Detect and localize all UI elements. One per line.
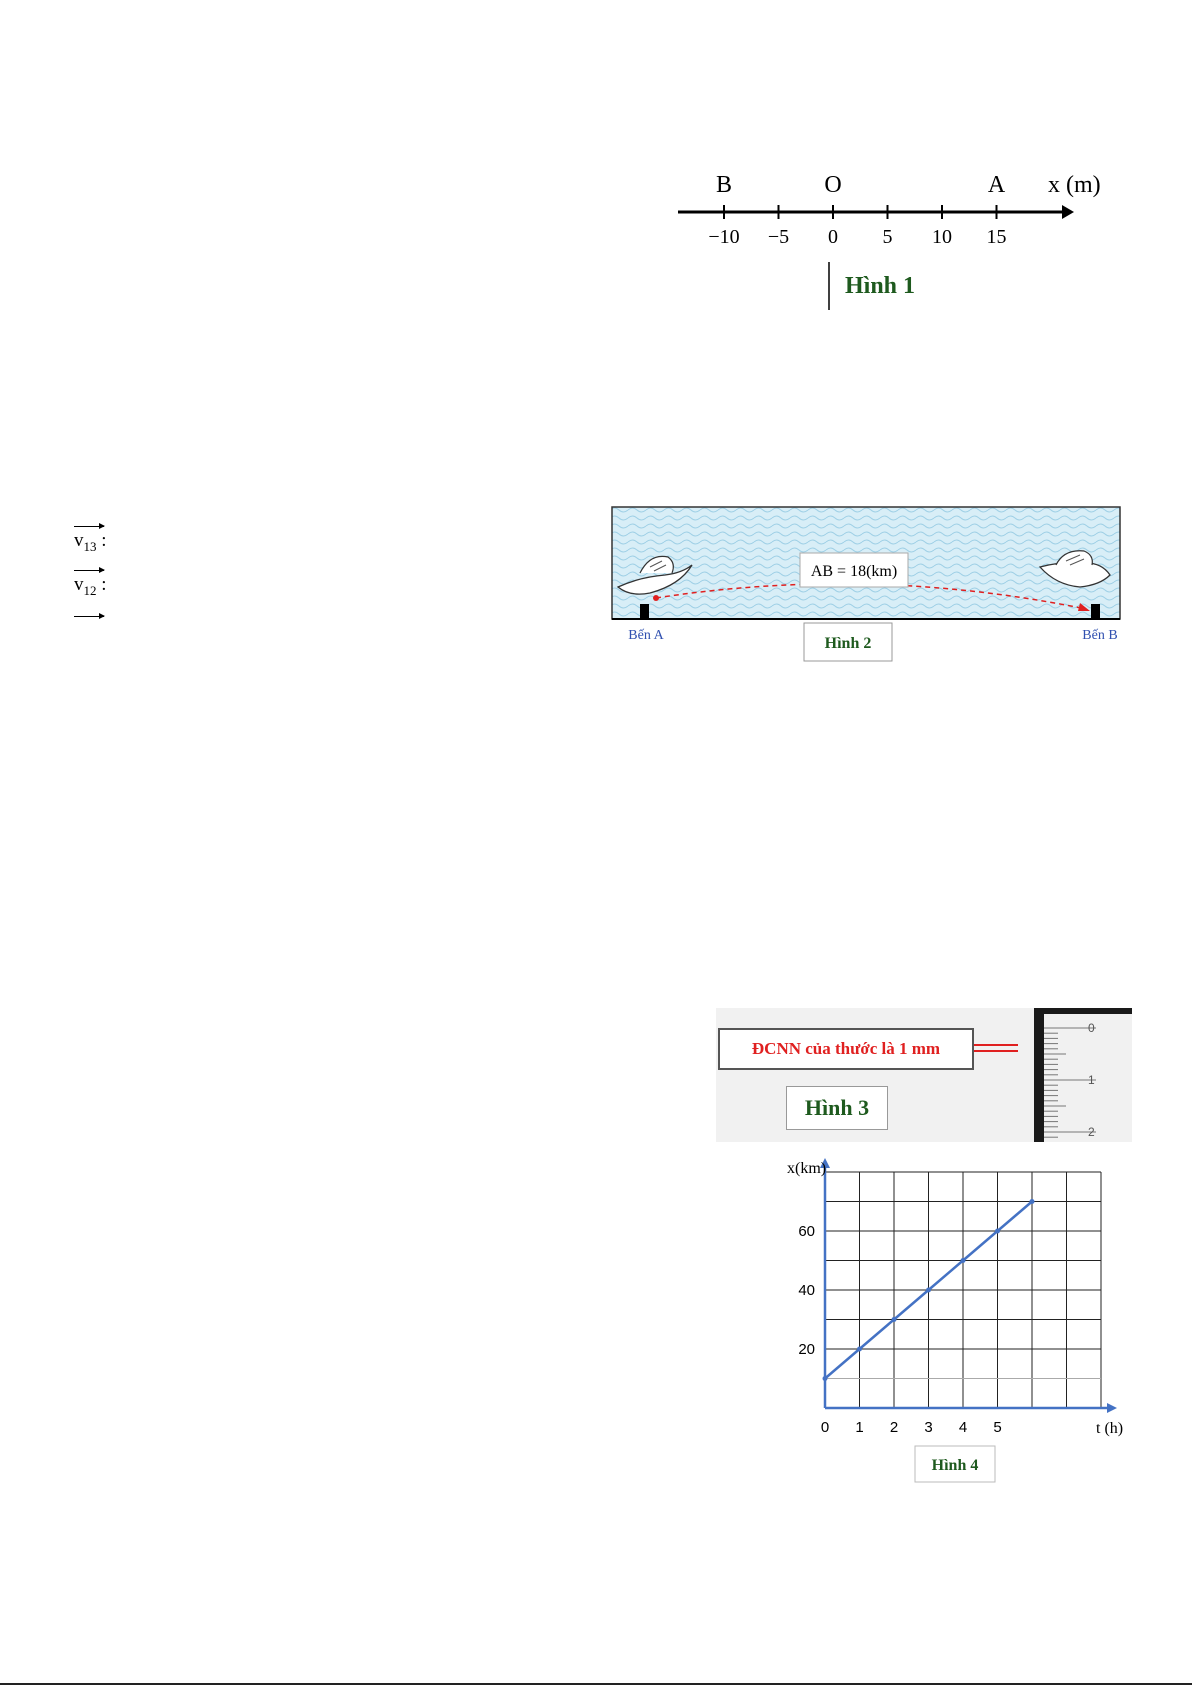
dock-a: [640, 604, 649, 619]
point-label-a: A: [987, 172, 1006, 198]
dock-b: [1091, 604, 1100, 619]
chart-y-label: x(km): [787, 1160, 827, 1177]
y-tick-label: 40: [798, 1282, 815, 1299]
tick-label: −10: [708, 226, 740, 248]
dock-b-label: Bến B: [1082, 628, 1118, 643]
figure-4-caption: Hình 4: [931, 1457, 979, 1474]
x-tick-label: 5: [993, 1419, 1002, 1436]
x-tick-label: 0: [820, 1419, 830, 1436]
tick-label: 10: [932, 226, 952, 248]
tick-label: 15: [986, 226, 1007, 248]
y-tick-label: 20: [798, 1341, 815, 1358]
data-point: [892, 1317, 897, 1322]
figure-2-river: [610, 505, 1122, 665]
vector-arrow-icon: [74, 526, 104, 527]
tick-label: −5: [767, 226, 790, 248]
vector-arrow-icon: [74, 616, 104, 617]
data-point: [823, 1376, 828, 1381]
y-tick-label: 60: [798, 1223, 815, 1240]
figure-3-ruler: [716, 1008, 1132, 1142]
x-tick-label: 2: [889, 1419, 899, 1436]
figure-3-caption-box: [786, 1086, 888, 1130]
figure-1-number-line: [660, 160, 1140, 320]
data-point: [961, 1258, 966, 1263]
data-point: [926, 1288, 931, 1293]
ruler-mark-0: 0: [1088, 1021, 1095, 1035]
data-point: [995, 1229, 1000, 1234]
tick-label: 5: [882, 226, 893, 248]
data-point: [857, 1347, 862, 1352]
x-tick-label: 3: [924, 1419, 933, 1436]
ruler-note: [718, 1028, 974, 1070]
x-axis-arrow-icon: [1107, 1403, 1117, 1413]
note-connector: [974, 1044, 1018, 1046]
vector-v12-suffix: :: [101, 574, 107, 595]
vector-v12-base: v: [74, 574, 84, 595]
figure-2-caption: Hình 2: [824, 635, 872, 652]
vector-v12-sub: 12: [83, 582, 97, 598]
figure-4-chart: [780, 1150, 1130, 1490]
data-point: [1030, 1199, 1035, 1204]
vector-v12: [74, 574, 107, 599]
ruler-mark-1: 1: [1088, 1073, 1095, 1087]
distance-label: AB = 18(km): [810, 563, 898, 580]
vector-v13: [74, 530, 107, 555]
vector-v13-suffix: :: [101, 530, 107, 551]
dock-a-label: Bến A: [628, 628, 664, 643]
figure-3-caption: Hình 3: [804, 1095, 870, 1120]
x-tick-label: 4: [958, 1419, 968, 1436]
vector-v13-sub: 13: [83, 538, 97, 554]
point-label-b: B: [715, 172, 733, 198]
ruler-mark-2: 2: [1088, 1125, 1095, 1139]
x-tick-label: 1: [855, 1419, 864, 1436]
vector-v13-base: v: [74, 530, 84, 551]
figure-1-caption: Hình 1: [845, 273, 916, 299]
vector-arrow-icon: [74, 570, 104, 571]
ruler-scale: [1034, 1008, 1132, 1142]
tick-label: 0: [828, 226, 838, 248]
ruler-note-text: ĐCNN của thước là 1 mm: [751, 1039, 941, 1058]
axis-arrow-icon: [1062, 205, 1074, 219]
note-connector-2: [974, 1050, 1018, 1052]
point-label-o: O: [824, 172, 842, 198]
axis-label: x (m): [1048, 172, 1101, 198]
chart-x-label: t (h): [1096, 1420, 1124, 1437]
